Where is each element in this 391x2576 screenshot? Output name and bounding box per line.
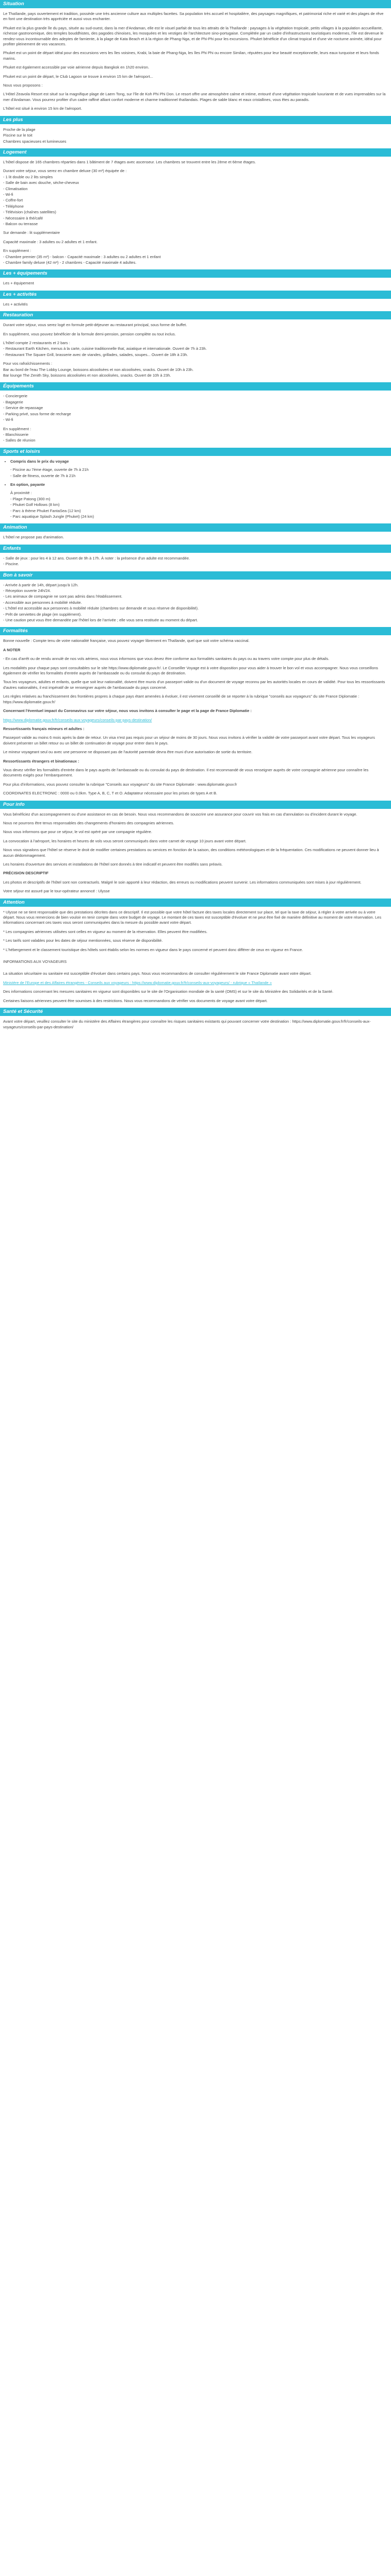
list-item: Piscine sur le toit	[3, 133, 32, 138]
hotel-distance: L'hôtel est situé à environ 15 km de l'aéroport.	[3, 106, 82, 111]
list-item: - Piscine.	[3, 562, 19, 567]
paragraph: Ressortissants français mineurs et adultes :	[3, 726, 85, 731]
paragraph: Phuket est également accessible par voie aérienne depuis Bangkok en 1h20 environ.	[3, 65, 150, 70]
list-item: - Bagagerie	[3, 399, 23, 404]
section-animation	[0, 535, 391, 540]
section-restauration	[0, 323, 391, 378]
paragraph: Phuket est un point de départ, le Club Lagoon se trouve à environ 15 km de l'aéroport...	[3, 74, 153, 79]
page	[0, 0, 391, 1030]
section-situation	[0, 11, 391, 112]
paragraph: Durant votre séjour, vous serez en chambre deluxe (30 m²) équipée de :	[3, 168, 127, 174]
paragraph: Nous vous signalons que l'hôtel se réserve le droit de modifier certaines prestations ou services en fonction de la saison, des conditions météorologiques et de la fréquentation. Ces modifications ne peuvent donner lieu à aucun dédommagement.	[3, 848, 379, 858]
paragraph: Nous vous informons que pour ce séjour, le vol est opéré par une compagnie régulière.	[3, 829, 152, 835]
section-activites-plus	[0, 302, 391, 307]
paragraph: * Ulysse ne se tient responsable que des prestations décrites dans ce descriptif. Il est possible que votre hôtel facture des taxes locales directement sur place, tel que la taxe de séjour, à régler à votre arrivée ou à votre départ. Nous vous remercions de bien vouloir en tenir compte dans votre budget de voyage. Le montant de ces taxes est susceptible d'évoluer et ne peut être fixé de manière définitive au moment de votre réservation. Les informations concernant ces taxes vous seront communiquées dans la mesure du possible avant votre départ.	[3, 909, 382, 925]
section-les-plus	[0, 127, 391, 144]
section-header-bon-a-savoir: Bon à savoir	[0, 571, 391, 580]
paragraph: Votre séjour est assuré par le tour-opérateur annoncé : Ulysse	[3, 889, 110, 894]
paragraph: Les + activités	[3, 301, 28, 307]
paragraph: En supplément :	[3, 248, 31, 253]
list-item: - Salles de réunion	[3, 438, 36, 443]
list-item	[10, 459, 388, 464]
list-item: Chambres spacieuses et lumineuses	[3, 139, 67, 144]
list-item: - Une caution peut vous être demandée par l'hôtel lors de l'arrivée ; elle vous sera restituée au moment du départ.	[3, 618, 198, 623]
paragraph: Des informations concernant les mesures sanitaires en vigueur sont disponibles sur le site de l'Organisation mondiale de la santé (OMS) et sur le site du Ministère des Solidarités et de la Santé.	[3, 989, 334, 994]
section-formalites	[0, 638, 391, 796]
list-item: Bar au bord de l'eau The Lobby Lounge, boissons alcoolisées et non alcoolisées, snacks. Ouvert de 10h à 23h.	[3, 367, 194, 372]
paragraph: Vous bénéficiez d'un accompagnement ou d'une assistance en cas de besoin. Nous vous recommandons de souscrire une assurance pour couvrir vos frais en cas d'annulation ou d'incident durant le voyage.	[3, 811, 357, 817]
paragraph: Avant votre départ, veuillez consulter le site du ministère des Affaires étrangères pour connaître les risques sanitaires existants qui pouvant concerner votre destination : https://www.diplomatie.gouv.fr/fr/conseils-aux-voyageurs/conseils-par-pays-destination/	[3, 1019, 371, 1029]
section-sports	[0, 459, 391, 520]
paragraph: * L'hébergement et le classement touristique des hôtels sont établis selon les normes en vigueur dans le pays concerné et peuvent donc différer de ceux en vigueur en France.	[3, 947, 303, 952]
list-item: - Restaurant The Square Grill, brasserie avec de viandes, grillades, salades, soupes... Ouvert de 18h à 23h.	[3, 352, 188, 357]
paragraph: Les photos et descriptifs de l'hôtel sont non contractuels. Malgré le soin apporté à leur rédaction, des erreurs ou modifications peuvent survenir. Les informations communiquées sont mises à jour régulièrement.	[3, 879, 362, 885]
section-header-enfants: Enfants	[0, 545, 391, 553]
paragraph: Phuket est la plus grande île du pays, située au sud-ouest, dans la mer d'Andaman, elle est le visuel parfait de tous les attraits de la Thaïlande : paysages à la végétation tropicale, petits villages à la population accueillante, richesse gastronomique, des temples bouddhistes, des pagodes chinoises, les mosquées et les vestiges de l'architecture sino-portugaise. Complétée par un cadre d'infrastructures touristiques modernes, l'île est devenue le rendez-vous incontournable des adeptes de farniente, à la plage de Kata Beach et à la région de Phang-Nga, et de Phi-Phi pour les excursions. Phuket bénéficie d'un climat tropical et d'une vie nocturne animée, idéal pour profiter pleinement de vos vacances.	[3, 25, 384, 47]
paragraph: Ressortissants étrangers et binationaux :	[3, 758, 79, 764]
list-item: - Phuket Golf Hollows (8 km)	[10, 502, 60, 507]
paid-heading: En option, payante	[10, 482, 45, 487]
section-header-pour-info: Pour info	[0, 801, 391, 809]
paragraph: Certaines liaisons aériennes peuvent être soumises à des restrictions. Nous vous recommandons de vérifier vos documents de voyage avant votre départ.	[3, 998, 268, 1003]
paragraph: * Les tarifs sont valables pour les dates de séjour mentionnées, sous réserve de disponibilité.	[3, 938, 163, 943]
paragraph: Concernant l'éventuel impact du Coronavirus sur votre séjour, nous vous invitons à consulter le page et la page de France Diplomatie :	[3, 708, 252, 714]
section-header-situation: Situation	[0, 0, 391, 8]
section-bon-a-savoir	[0, 583, 391, 623]
sports-list	[3, 459, 388, 464]
sports-paid-list	[3, 482, 388, 487]
paragraph: Passeport valide au moins 6 mois après la date de retour. Un visa n'est pas requis pour un séjour de moins de 30 jours. Nous vous invitons à vérifier la validité de votre passeport avant votre départ. Tous les voyageurs doivent présenter un billet retour ou un billet de continuation de voyage pour entrer dans le pays.	[3, 735, 375, 745]
hotel-description: L'Hôtel Zeavola Resort est situé sur la magnifique plage de Laem Tong, sur l'île de Koh Phi Phi Don. Le resort offre une atmosphère calme et intime, entouré d'une végétation tropicale luxuriante et de vues imprenables sur la mer d'Andaman. Vous pourrez profiter d'un cadre raffiné alliant confort moderne et charme traditionnel thaïlandais. Plages de sable blanc et eaux cristallines, vous êtes au paradis.	[3, 92, 386, 102]
section-attention	[0, 910, 391, 1004]
paragraph: COORDINATES ELECTRONIC : 0000 ou 0.0km. Type A, B, C, T et O. Adaptateur nécessaire pour les prises de types A et B.	[3, 791, 218, 796]
list-item: - 1 lit double ou 2 lits simples	[3, 174, 53, 179]
list-item: - Téléphone	[3, 204, 24, 209]
section-pour-info	[0, 812, 391, 894]
paragraph: Vous devez vérifier les formalités d'entrée dans le pays auprès de l'ambassade ou du consulat du pays de destination. Il est recommandé de vous renseigner auprès de votre compagnie aérienne pour connaître les documents exigés pour l'embarquement.	[3, 767, 369, 778]
list-item: - Piscine au 7ème étage, ouverte de 7h à 21h	[10, 467, 89, 472]
section-header-equipements: Équipements	[0, 382, 391, 391]
list-item: - Parc à thème Phuket FantaSea (12 km)	[10, 508, 81, 513]
list-item: - Conciergerie	[3, 394, 28, 399]
list-item: - Arrivée à partir de 14h, départ jusqu'à 12h.	[3, 582, 79, 587]
paragraph: Tous les voyageurs, adultes et enfants, quelle que soit leur nationalité, doivent être munis d'un passeport valide ou d'un document de voyage reconnu par les autorités locales en cours de validité. Pour tous les ressortissants d'autres nationalités, il est impératif de se renseigner auprès de l'ambassade du pays concerné.	[3, 680, 385, 690]
list-item: - Wi-fi	[3, 192, 13, 197]
paragraph: Durant votre séjour, vous serez logé en formule petit-déjeuner au restaurant principal, sous forme de buffet.	[3, 323, 187, 328]
list-item: - Accessible aux personnes à mobilité réduite.	[3, 600, 82, 605]
list-item: Bar lounge The Zenith Sky, boissons alcoolisées et non alcoolisées, snacks. Ouvert de 10h à 23h.	[3, 373, 171, 378]
paragraph: La situation sécuritaire ou sanitaire est susceptible d'évoluer dans certains pays. Nous vous recommandons de consulter régulièrement le site France Diplomatie avant votre départ.	[3, 971, 312, 976]
section-header-animation: Animation	[0, 523, 391, 532]
paragraph: En supplément, vous pouvez bénéficier de la formule demi-pension, pension complète ou tout inclus.	[3, 331, 176, 336]
paragraph: Pour vos rafraîchissements :	[3, 361, 53, 366]
list-item: Proche de la plage	[3, 127, 36, 132]
paragraph[interactable]: Ministère de l'Europe et des Affaires étrangères - Conseils aux voyageurs : https://www.diplomatie.gouv.fr/fr/conseils-aux-voyageurs/ - rubrique « Thaïlande »	[3, 980, 272, 985]
section-equipements-plus	[0, 281, 391, 286]
link[interactable]: https://www.diplomatie.gouv.fr/fr/conseils-aux-voyageurs/conseils-par-pays-destination/	[3, 717, 152, 722]
paragraph: Pour plus d'informations, vous pouvez consulter la rubrique "Conseils aux voyageurs" du site France Diplomatie : www.diplomatie.gouv.fr	[3, 782, 237, 787]
section-header-attention: Attention	[0, 899, 391, 907]
paragraph: À proximité :	[10, 490, 32, 496]
paragraph: Sur demande : lit supplémentaire	[3, 230, 60, 235]
paragraph: Phuket est un point de départ idéal pour des excursions vers les îles voisines, Krabi, la baie de Phang-Nga, les îles Phi Phi ou encore Similan, réputées pour leur beauté exceptionnelle, leurs eaux turquoise et leurs fonds marins.	[3, 50, 379, 61]
list-item: - Blanchisserie	[3, 432, 29, 437]
paragraph: Nous ne pourrons être tenus responsables des changements d'horaires des compagnies aériennes.	[3, 820, 174, 825]
list-item: - Parc aquatique Splash Jungle (Phuket) (24 km)	[10, 514, 94, 519]
list-item: - Wi-fi	[3, 417, 13, 422]
list-item: - Chambre family deluxe (42 m²) - 2 chambres - Capacité maximale 4 adultes.	[3, 260, 137, 265]
free-heading: Compris dans le prix du voyage	[10, 459, 69, 464]
section-header-les-plus: Les plus	[0, 116, 391, 124]
paragraph: La convocation à l'aéroport, les horaires et heures de vols vous seront communiqués dans votre carnet de voyage 10 jours avant votre départ.	[3, 838, 247, 843]
list-item: - Coffre-fort	[3, 198, 23, 203]
list-item: - Plage Patong (300 m)	[10, 496, 51, 501]
paragraph: - En cas d'arrêt ou de rendu annulé de nos vols aériens, nous vous informons que vous devez être conforme aux formalités sanitaires du pays ou au travers votre compte pour plus de détails.	[3, 656, 330, 662]
list-item: - Service de repassage	[3, 405, 43, 411]
paragraph: L'hôtel dispose de 165 chambres réparties dans 1 bâtiment de 7 étages avec ascenseur. Les chambres se trouvent entre les 2ème et 6ème étages.	[3, 159, 256, 164]
section-sante	[0, 1019, 391, 1030]
list-item: - Salle de jeux : pour les 4 à 12 ans. Ouvert de 9h à 17h. À noter : la présence d'un adulte est recommandée.	[3, 555, 190, 561]
list-item: - Parking privé, sous forme de recharge	[3, 411, 71, 416]
paragraph: Les modalités pour chaque pays sont consultables sur le site https://www.diplomatie.gouv.fr/. Le Conseiller Voyage est à votre disposition pour vous aider à trouver le bon vol et vous accompagner. Nous vous conseillons également de vérifier les formalités d'entrée auprès de l'ambassade ou du consulat du pays de destination.	[3, 665, 378, 676]
section-header-sports: Sports et loisirs	[0, 448, 391, 456]
list-item: - Nécessaire à thé/café	[3, 215, 43, 221]
section-header-activites-plus: Les + activités	[0, 291, 391, 299]
list-item: - Télévision (chaînes satellites)	[3, 210, 56, 215]
list-item: - Salle de fitness, ouverte de 7h à 21h	[10, 473, 76, 478]
section-header-logement: Logement	[0, 148, 391, 157]
paragraph: Le mineur voyageant seul ou avec une personne ne disposant pas de l'autorité parentale devra être muni d'une autorisation de sortie du territoire.	[3, 750, 253, 755]
list-item: - Prêt de serviettes de plage (en supplément).	[3, 612, 82, 617]
paragraph: L'hôtel ne propose pas d'animation.	[3, 535, 64, 540]
paragraph: PRÉCISION DESCRIPTIF	[3, 871, 48, 876]
section-header-formalites: Formalités	[0, 627, 391, 635]
list-item: - Salle de bain avec douche, sèche-cheveux	[3, 180, 79, 185]
paragraph: Les + équipement	[3, 281, 34, 286]
paragraph: Capacité maximale : 3 adultes ou 2 adultes et 1 enfant.	[3, 239, 98, 244]
section-header-sante: Santé et Sécurité	[0, 1008, 391, 1016]
paragraph: Le Thaïlande, pays ouvertement et tradition, possède une très ancienne culture aux multiples facettes. Sa population très accueil et hospitalière, des paysages magnifiques, et patrimonial riche et varié et des plages de rêve en font une destination très appréciée et aussi vous enchanter.	[3, 11, 384, 22]
hotel-heading: Nous vous proposons :	[3, 83, 43, 88]
list-item: - Climatisation	[3, 186, 28, 191]
paragraph: Bonne nouvelle : Compte tenu de votre nationalité française, vous pouvez voyager librement en Thaïlande, quel que soit votre schéma vaccinal.	[3, 638, 250, 643]
list-item: - Chambre premier (35 m²) - balcon - Capacité maximale : 3 adultes ou 2 adultes et 1 enfant	[3, 254, 161, 259]
list-item: - Réception ouverte 24h/24.	[3, 588, 51, 593]
paragraph: * Les compagnies aériennes utilisées sont celles en vigueur au moment de la réservation. Elles peuvent être modifiées.	[3, 929, 208, 934]
paragraph: Les horaires d'ouverture des services et installations de l'hôtel sont donnés à titre indicatif et peuvent être modifiés sans préavis.	[3, 862, 223, 867]
section-header-equipements-plus: Les + équipements	[0, 269, 391, 278]
paragraph: A NOTER	[3, 647, 21, 652]
list-item: - Les animaux de compagnie ne sont pas admis dans l'établissement.	[3, 594, 123, 599]
list-item	[10, 482, 388, 487]
section-equipements	[0, 394, 391, 443]
section-header-restauration: Restauration	[0, 311, 391, 319]
paragraph: L'hôtel compte 2 restaurants et 2 bars :	[3, 341, 70, 346]
list-item: - Restaurant Earth Kitchen, menus à la carte, cuisine traditionnelle thaï, asiatique et internationale. Ouvert de 7h à 23h.	[3, 346, 207, 351]
list-item: - Balcon ou terrasse	[3, 221, 38, 226]
section-enfants	[0, 556, 391, 567]
section-logement	[0, 160, 391, 266]
list-item: - L'hôtel est accessible aux personnes à mobilité réduite (chambres sur demande et sous réserve de disponibilité).	[3, 606, 199, 611]
info-heading: INFORMATIONS AUX VOYAGEURS	[3, 959, 67, 964]
paragraph: En supplément :	[3, 426, 31, 431]
paragraph: Les règles relatives au franchissement des frontières propres à chaque pays étant amenées à évoluer, il est vivement conseillé de se reporter à la rubrique "conseils aux voyageurs" du site France Diplomatie : https://www.diplomatie.gouv.fr/	[3, 694, 360, 704]
